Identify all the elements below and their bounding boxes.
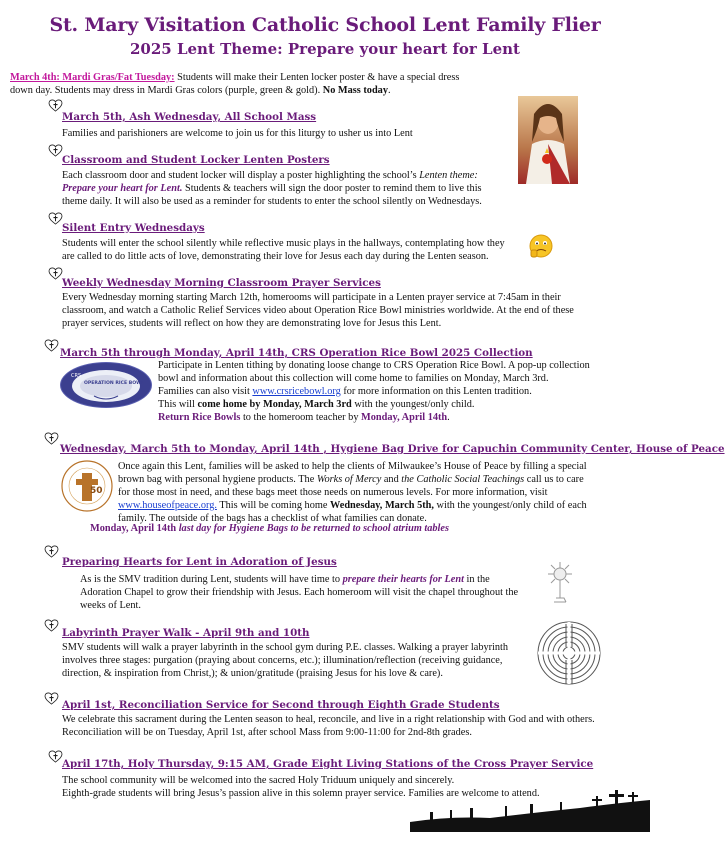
svg-text:OPERATION RICE BOWL: OPERATION RICE BOWL [84, 381, 145, 386]
page-subtitle: 2025 Lent Theme: Prepare your heart for Lent [130, 40, 520, 58]
rice-bowl-logo [60, 362, 152, 408]
calvary-silhouette [410, 790, 650, 837]
monstrance-icon [546, 560, 574, 611]
prayer-services-heading: Weekly Wednesday Morning Classroom Prayer Services [62, 277, 381, 289]
posters-heading: Classroom and Student Locker Lenten Posters [62, 154, 330, 166]
silent-entry-heading: Silent Entry Wednesdays [62, 222, 205, 234]
ash-wednesday-heading: March 5th, Ash Wednesday, All School Mass [62, 111, 317, 123]
reconciliation-text: We celebrate this sacrament during the Lenten season to heal, reconcile, and live in a right relationship with God and with others. Reconciliation will be on Tuesday, April 1st, after school Mass from 9:00-11:00 for 2nd-8th grades. [62, 714, 595, 738]
ash-wednesday-text: Families and parishioners are welcome to join us for this liturgy to usher us into Lent [62, 128, 413, 139]
hygiene-drive-text: Once again this Lent, families will be asked to help the clients of Milwaukee’s House of Peace by filling a special brown bag with personal hygiene products. The Works of Mercy and the Catholic Social Teachings call us to care for those most in need, and these bags meet those needs on numerous levels. For more information, visit www.houseofpeace.org. This will be coming home Wednesday, March 5th, with the youngest/only child of each family. The outside of the bags has a checklist of what families can donate. [118, 461, 587, 524]
posters-text: Each classroom door and student locker will display a poster highlighting the school’s Lenten theme: Prepare your heart for Lent. Students & teachers will sign the door poster to remind them to live this theme daily. It will also be used as a reminder for students to enter the school silently on Wednesdays. [62, 170, 482, 207]
rice-bowl-heading: March 5th through Monday, April 14th, CRS Operation Rice Bowl 2025 Collection [60, 347, 533, 359]
svg-text:50: 50 [90, 486, 103, 496]
stations-text: The school community will be welcomed into the sacred Holy Triduum uniquely and sincerely. Eighth-grade students will bring Jesus’s passion alive in this solemn prayer service. Families are welcome to attend. [62, 775, 540, 799]
labyrinth-text: SMV students will walk a prayer labyrinth in the school gym during P.E. classes. Walking a prayer labyrinth involves three stages: purgation (praying about concerns, etc.); illumination/reflection (receiving guidance, direction, & inspiration from Christ,); & union/gratitude (praising Jesus for his love & care). [62, 642, 509, 679]
reconciliation-heading: April 1st, Reconciliation Service for Second through Eighth Grade Students [62, 699, 500, 711]
cross-heart-icon [44, 432, 59, 445]
page-title: St. Mary Visitation Catholic School Lent Family Flier [49, 14, 601, 36]
cross-heart-icon [48, 212, 63, 225]
adoration-text: As is the SMV tradition during Lent, students will have time to prepare their hearts for Lent in the Adoration Chapel to grow their friendship with Jesus. Each homeroom will visit the chapel throughout the weeks of Lent. [80, 574, 519, 611]
house-of-peace-link[interactable]: www.houseofpeace.org. [118, 500, 217, 511]
cross-heart-icon [48, 267, 63, 280]
rice-bowl-text: Participate in Lenten tithing by donating loose change to CRS Operation Rice Bowl. A pop-up collection bowl and information about this collection will come home to families on Monday, March 3rd. Families can also visit www.crsricebowl.org for more information on this Lenten tradition. This will come home by Monday, March 3rd with the youngest/only child. Return Rice Bowls to the homeroom teacher by Monday, April 14th. [158, 360, 590, 423]
cross-heart-icon [48, 144, 63, 157]
labyrinth-heading: Labyrinth Prayer Walk - April 9th and 10th [62, 627, 310, 639]
hygiene-drive-heading: Wednesday, March 5th to Monday, April 14th , Hygiene Bag Drive for Capuchin Community Center, House of Peace [60, 443, 725, 455]
stations-heading: April 17th, Holy Thursday, 9:15 AM, Grade Eight Living Stations of the Cross Prayer Service [62, 758, 594, 770]
mardi-gras-heading: March 4th: Mardi Gras/Fat Tuesday: [10, 72, 175, 83]
intro-paragraph: March 4th: Mardi Gras/Fat Tuesday: Students will make their Lenten locker poster & have a special dress down day. Students may dress in Mardi Gras colors (purple, green & gold). No Mass today. [10, 72, 460, 96]
cross-heart-icon [44, 545, 59, 558]
cross-heart-icon [44, 619, 59, 632]
cross-heart-icon [48, 99, 63, 112]
labyrinth-icon [536, 620, 602, 691]
jesus-sacred-heart-image [518, 96, 578, 184]
hygiene-deadline: Monday, April 14th last day for Hygiene Bags to be returned to school atrium tables [90, 523, 449, 534]
silent-entry-text: Students will enter the school silently while reflective music plays in the hallways, contemplating how they are called to do little acts of love, demonstrating their love for Jesus each day during the Lenten season. [62, 238, 505, 262]
adoration-heading: Preparing Hearts for Lent in Adoration of Jesus [62, 556, 337, 568]
house-of-peace-logo [60, 459, 114, 513]
cross-heart-icon [44, 339, 59, 352]
cross-heart-icon [48, 750, 63, 763]
svg-text:CRS: CRS [71, 373, 82, 379]
prayer-services-text: Every Wednesday morning starting March 12th, homerooms will participate in a Lenten prayer service at 7:45am in their classroom, and watch a Catholic Relief Services video about Operation Rice Bowl ministries worldwide. At the end of these prayer services, students will reflect on how they are demonstrating love for Jesus this Lent. [62, 292, 574, 329]
praying-emoji-icon [528, 233, 554, 264]
crs-rice-bowl-link[interactable]: www.crsricebowl.org [252, 386, 341, 397]
cross-heart-icon [44, 692, 59, 705]
